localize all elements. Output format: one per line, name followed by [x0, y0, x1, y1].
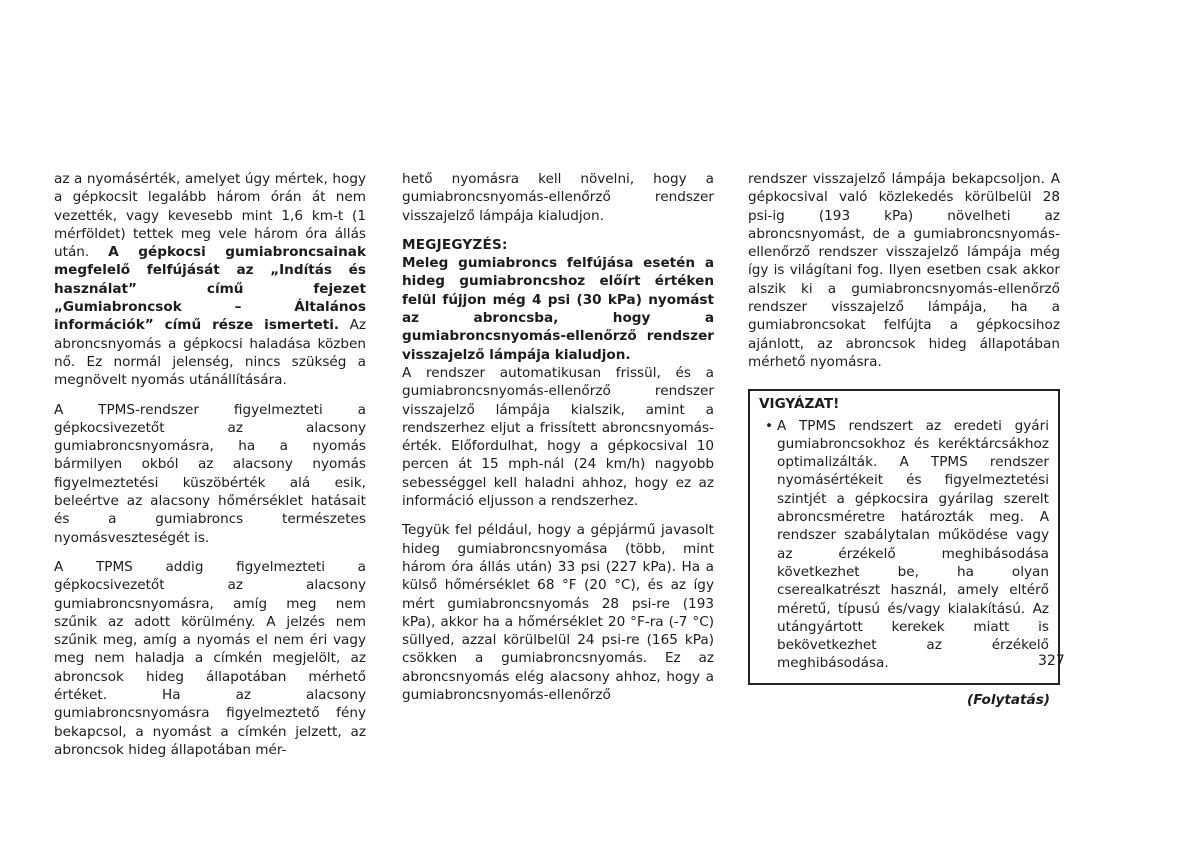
column-left — [54, 170, 366, 770]
paragraph-text: az a nyomásérték, amelyet úgy mértek, hogy a gépkocsit legalább három órán át nem vezették, vagy kevesebb mint 1,6 km-t (1 mérföldet) tettek meg vele három óra állás után. — [54, 171, 366, 261]
paragraph: A TPMS-rendszer figyelmezteti a gépkocsivezetőt az alacsony gumiabroncsnyomásra, ha a nyomás bármilyen okból az alacsony nyomás figyelmeztetési küszöbérték alá esik, beleértve az alacsony hőmérséklet hatásait és a gumiabroncs természetes nyomásveszteségét is. — [54, 401, 366, 546]
caution-title: VIGYÁZAT! — [759, 396, 840, 413]
paragraph: hető nyomásra kell növelni, hogy a gumiabroncsnyomás-ellenőrző rendszer visszajelző lámpája kialudjon. — [402, 171, 714, 224]
paragraph: Tegyük fel például, hogy a gépjármű javasolt hideg gumiabroncsnyomása (több, mint három óra állás után) 33 psi (227 kPa). Ha a külső hőmérséklet 68 °F (20 °C), és az így mért gumiabroncsnyomás 28 psi-re (193 kPa), akkor ha a hőmérséklet 20 °F-ra (-7 °C) süllyed, azzal körülbelül 24 psi-re (165 kPa) csökken a gumiabroncsnyomás. Ez az abroncsnyomás elég alacsony ahhoz, hogy a gumiabroncsnyomás-ellenőrző — [402, 522, 714, 704]
column-middle — [402, 170, 714, 715]
paragraph: rendszer visszajelző lámpája bekapcsoljon. A gépkocsival való közlekedés körülbelül 28 psi-ig (193 kPa) növelheti az abroncsnyomást, de a gumiabroncsnyomás-ellenőrző rendszer visszajelző lámpája még így is világítani fog. Ilyen esetben csak akkor alszik ki a gumiabroncsnyomás-ellenőrző rendszer visszajelző lámpája, ha a gumiabroncsokat felfújta a gépkocsihoz ajánlott, az abroncsok hideg állapotában mérhető nyomásra. — [748, 171, 1060, 370]
column-right — [748, 170, 1065, 709]
continued-label: (Folytatás) — [967, 691, 1050, 708]
paragraph: A rendszer automatikusan frissül, és a gumiabroncsnyomás-ellenőrző rendszer visszajelző lámpája kialszik, amint a rendszerhez eljut a frissített abroncsnyomás-érték. Előfordulhat, hogy a gépkocsival 10 percen át 15 mph-nál (24 km/h) nagyobb sebességgel kell haladni ahhoz, hogy ez az információ eljusson a rendszerhez. — [402, 364, 714, 510]
paragraph — [54, 170, 366, 390]
list-item — [767, 417, 1049, 673]
page-number: 327 — [1038, 653, 1065, 669]
note-text: Meleg gumiabroncs felfújása esetén a hideg gumiabroncshoz előírt értéken felül fújjon még 4 psi (30 kPa) nyomást az abroncsba, hogy a gumiabroncsnyomás-ellenőrző rendszer visszajelző lámpája kialudjon. — [402, 255, 714, 363]
caution-box — [748, 389, 1065, 684]
caution-text: A TPMS rendszert az eredeti gyári gumiabroncsokhoz és keréktárcsákhoz optimalizálták. A TPMS rendszer nyomásértékeit és figyelmeztetési szintjét a gépkocsira gyárilag szerelt abroncsméretre határozták meg. A rendszer szabálytalan működése vagy az érzékelő meghibásodása következhet be, ha olyan cserealkatrészt használ, amely eltérő méretű, típusú és/vagy kialakítású. Az utángyártott kerekek miatt is bekövetkezhet az érzékelő meghibásodása. — [777, 417, 1049, 672]
paragraph-text: Az abroncsnyomás a gépkocsi haladása közben nő. Ez normál jelenség, nincs szükség a megnövelt nyomás utánállítására. — [54, 317, 367, 389]
paragraph: A TPMS addig figyelmezteti a gépkocsivezetőt az alacsony gumiabroncsnyomásra, amíg meg nem szűnik az adott körülmény. A jelzés nem szűnik meg, amíg a nyomás el nem éri vagy meg nem haladja a címkén megjelölt, az abroncsok hideg állapotában mérhető értéket. Ha az alacsony gumiabroncsnyomásra figyelmeztető fény bekapcsol, a nyomást a címkén jelzett, az abroncsok hideg állapotában mér- — [54, 558, 366, 758]
caution-list — [759, 417, 1049, 673]
bold-reference: A gépkocsi gumiabroncsainak megfelelő felfújását az „Indítás és használat” című fejezet „Gumiabroncsok – Általános információk” című része ismerteti. — [54, 244, 366, 334]
note-block — [402, 236, 714, 364]
bullet-icon: • — [765, 417, 774, 434]
note-heading: MEGJEGYZÉS: — [402, 236, 508, 253]
